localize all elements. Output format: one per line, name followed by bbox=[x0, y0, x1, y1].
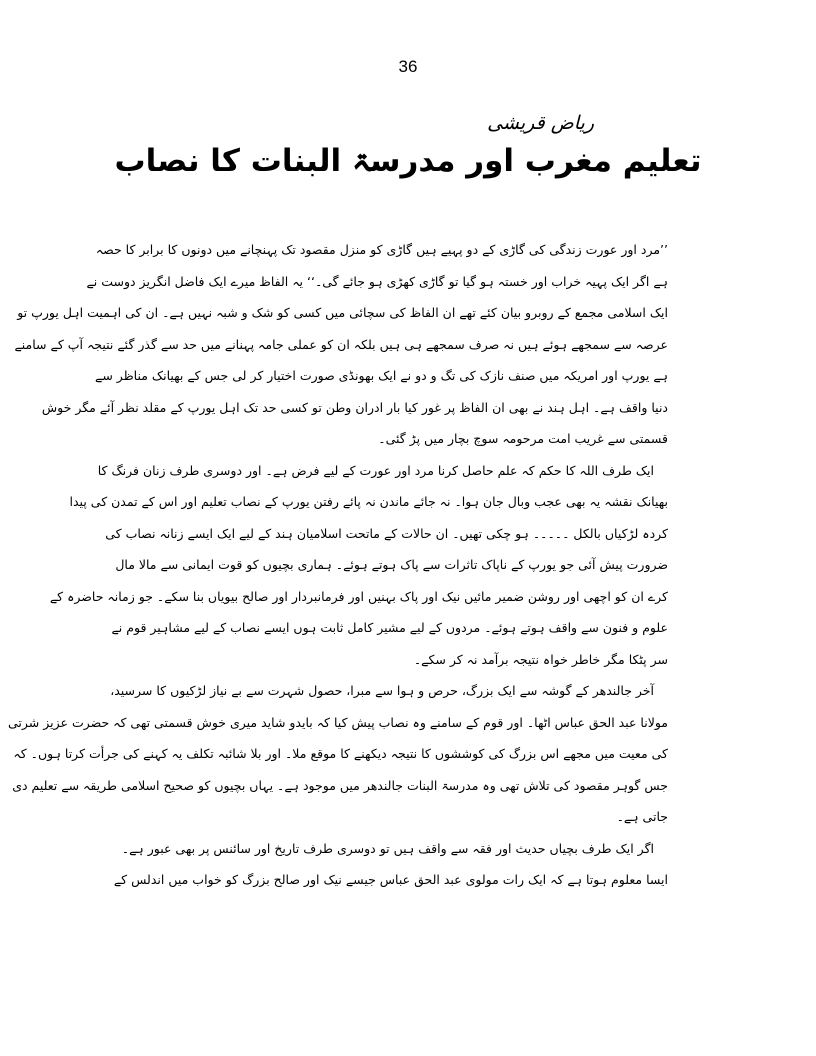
text-line: سر پٹکا مگر خاطر خواہ نتیجہ برآمد نہ کر سکے۔ bbox=[413, 651, 668, 667]
text-line: کرے ان کو اچھی اور روشن ضمیر مائیں نیک اور پاک بہنیں اور فرمانبردار اور صالح بیویاں بنا سکے۔ جو زمانہ حاضرہ کے bbox=[49, 588, 668, 604]
text-line: عرصہ سے سمجھے ہوئے ہیں نہ صرف سمجھے ہی ہیں بلکہ ان کو عملی جامہ پہنانے میں حد سے گذر گئے نتیجہ آپ کے سامنے bbox=[14, 336, 668, 352]
paragraph bbox=[8, 675, 668, 833]
text-line: ہے اگر ایک پہیہ خراب اور خستہ ہو گیا تو گاڑی کھڑی ہو جائے گی۔‘‘ یہ الفاظ میرے ایک فاضل انگریز دوست نے bbox=[86, 273, 668, 289]
text-line: مولانا عبد الحق عباس اٹھا۔ اور قوم کے سامنے وہ نصاب پیش کیا کہ بایدو شاید میری خوش قسمتی تھی کہ حضرت عزیز شرتی bbox=[8, 714, 668, 730]
paragraph bbox=[14, 234, 668, 455]
text-line: ایسا معلوم ہوتا ہے کہ ایک رات مولوی عبد الحق عباس جیسے نیک اور صالح بزرگ کو خواب میں اندلس کے bbox=[113, 872, 668, 887]
text-line: جس گوہر مقصود کی تلاش تھی وہ مدرسۃ البنات جالندھر میں موجود ہے۔ یہاں بچیوں کو صحیح اسلامی طریقہ سے تعلیم دی bbox=[12, 777, 668, 793]
text-line: دنیا واقف ہے۔ اہل ہند نے بھی ان الفاظ پر غور کیا بار ادران وطن تو کسی حد تک اہل یورپ کے مقلد نظر آئے مگر خوش bbox=[41, 399, 668, 415]
text-line: ایک طرف اللہ کا حکم کہ علم حاصل کرنا مرد اور عورت کے لیے فرض ہے۔ اور دوسری طرف زنان فرنگ کا bbox=[97, 462, 654, 478]
text-line: کی معیت میں مجھے اس بزرگ کی کوششوں کا نتیجہ دیکھنے کا موقع ملا۔ اور بلا شائبہ تکلف یہ کہنے کی جرأت کرتا ہوں۔ کہ bbox=[13, 746, 668, 761]
text-line: اگر ایک طرف بچیاں حدیث اور فقہ سے واقف ہیں تو دوسری طرف تاریخ اور سائنس پر بھی عبور ہے۔ bbox=[121, 840, 654, 856]
text-line: بھیانک نقشہ یہ بھی عجب وبال جان ہوا۔ نہ جائے ماندن نہ پائے رفتن یورپ کے نصاب تعلیم اور اس کے تمدن کی پیدا bbox=[69, 494, 668, 509]
text-line: ضرورت پیش آئی جو یورپ کے ناپاک تاثرات سے پاک ہوتے ہوئے۔ ہماری بچیوں کو قوت ایمانی سے مالا مال bbox=[115, 557, 668, 572]
text-line: ’’مرد اور عورت زندگی کی گاڑی کے دو پہیے ہیں گاڑی کو منزل مقصود تک پہنچانے میں دونوں کا برابر کا حصہ bbox=[95, 242, 668, 257]
text-line: قسمتی سے غریب امت مرحومہ سوچ بچار میں پڑ گئی۔ bbox=[378, 431, 668, 446]
text-line: آخر جالندھر کے گوشہ سے ایک بزرگ، حرص و ہوا سے مبرا، حصول شہرت سے بے نیاز لڑکیوں کا سرسید، bbox=[110, 683, 654, 698]
paragraph bbox=[113, 833, 668, 896]
text-line: ایک اسلامی مجمع کے روبرو بیان کئے تھے ان الفاظ کی سچائی میں کسی کو شک و شبہ نہیں ہے۔ ان کی اہمیت اہل یورپ تو bbox=[17, 305, 668, 320]
text-line: علوم و فنون سے واقف ہوتے ہوئے۔ مردوں کے لیے مشیر کامل ثابت ہوں ایسے نصاب کے لیے مشاہیر قوم نے bbox=[111, 620, 668, 635]
article-body bbox=[8, 234, 668, 896]
paragraph bbox=[49, 455, 668, 676]
text-line: جاتی ہے۔ bbox=[616, 809, 668, 824]
page-number: 36 bbox=[398, 57, 418, 76]
text-line: ہے یورپ اور امریکہ میں صنف نازک کی تگ و دو نے ایک بھونڈی صورت اختیار کر لی جس کے بھیانک مناظر سے bbox=[95, 368, 668, 383]
text-line: کردہ لڑکیاں بالکل ۔۔۔۔۔ ہو چکی تھیں۔ ان حالات کے ماتحت اسلامیان ہند کے لیے ایک ایسے زنانہ نصاب کی bbox=[105, 525, 668, 541]
article-title: تعلیم مغرب اور مدرسۃ البنات کا نصاب bbox=[114, 143, 702, 179]
author-name: ریاض قریشی bbox=[487, 112, 594, 134]
